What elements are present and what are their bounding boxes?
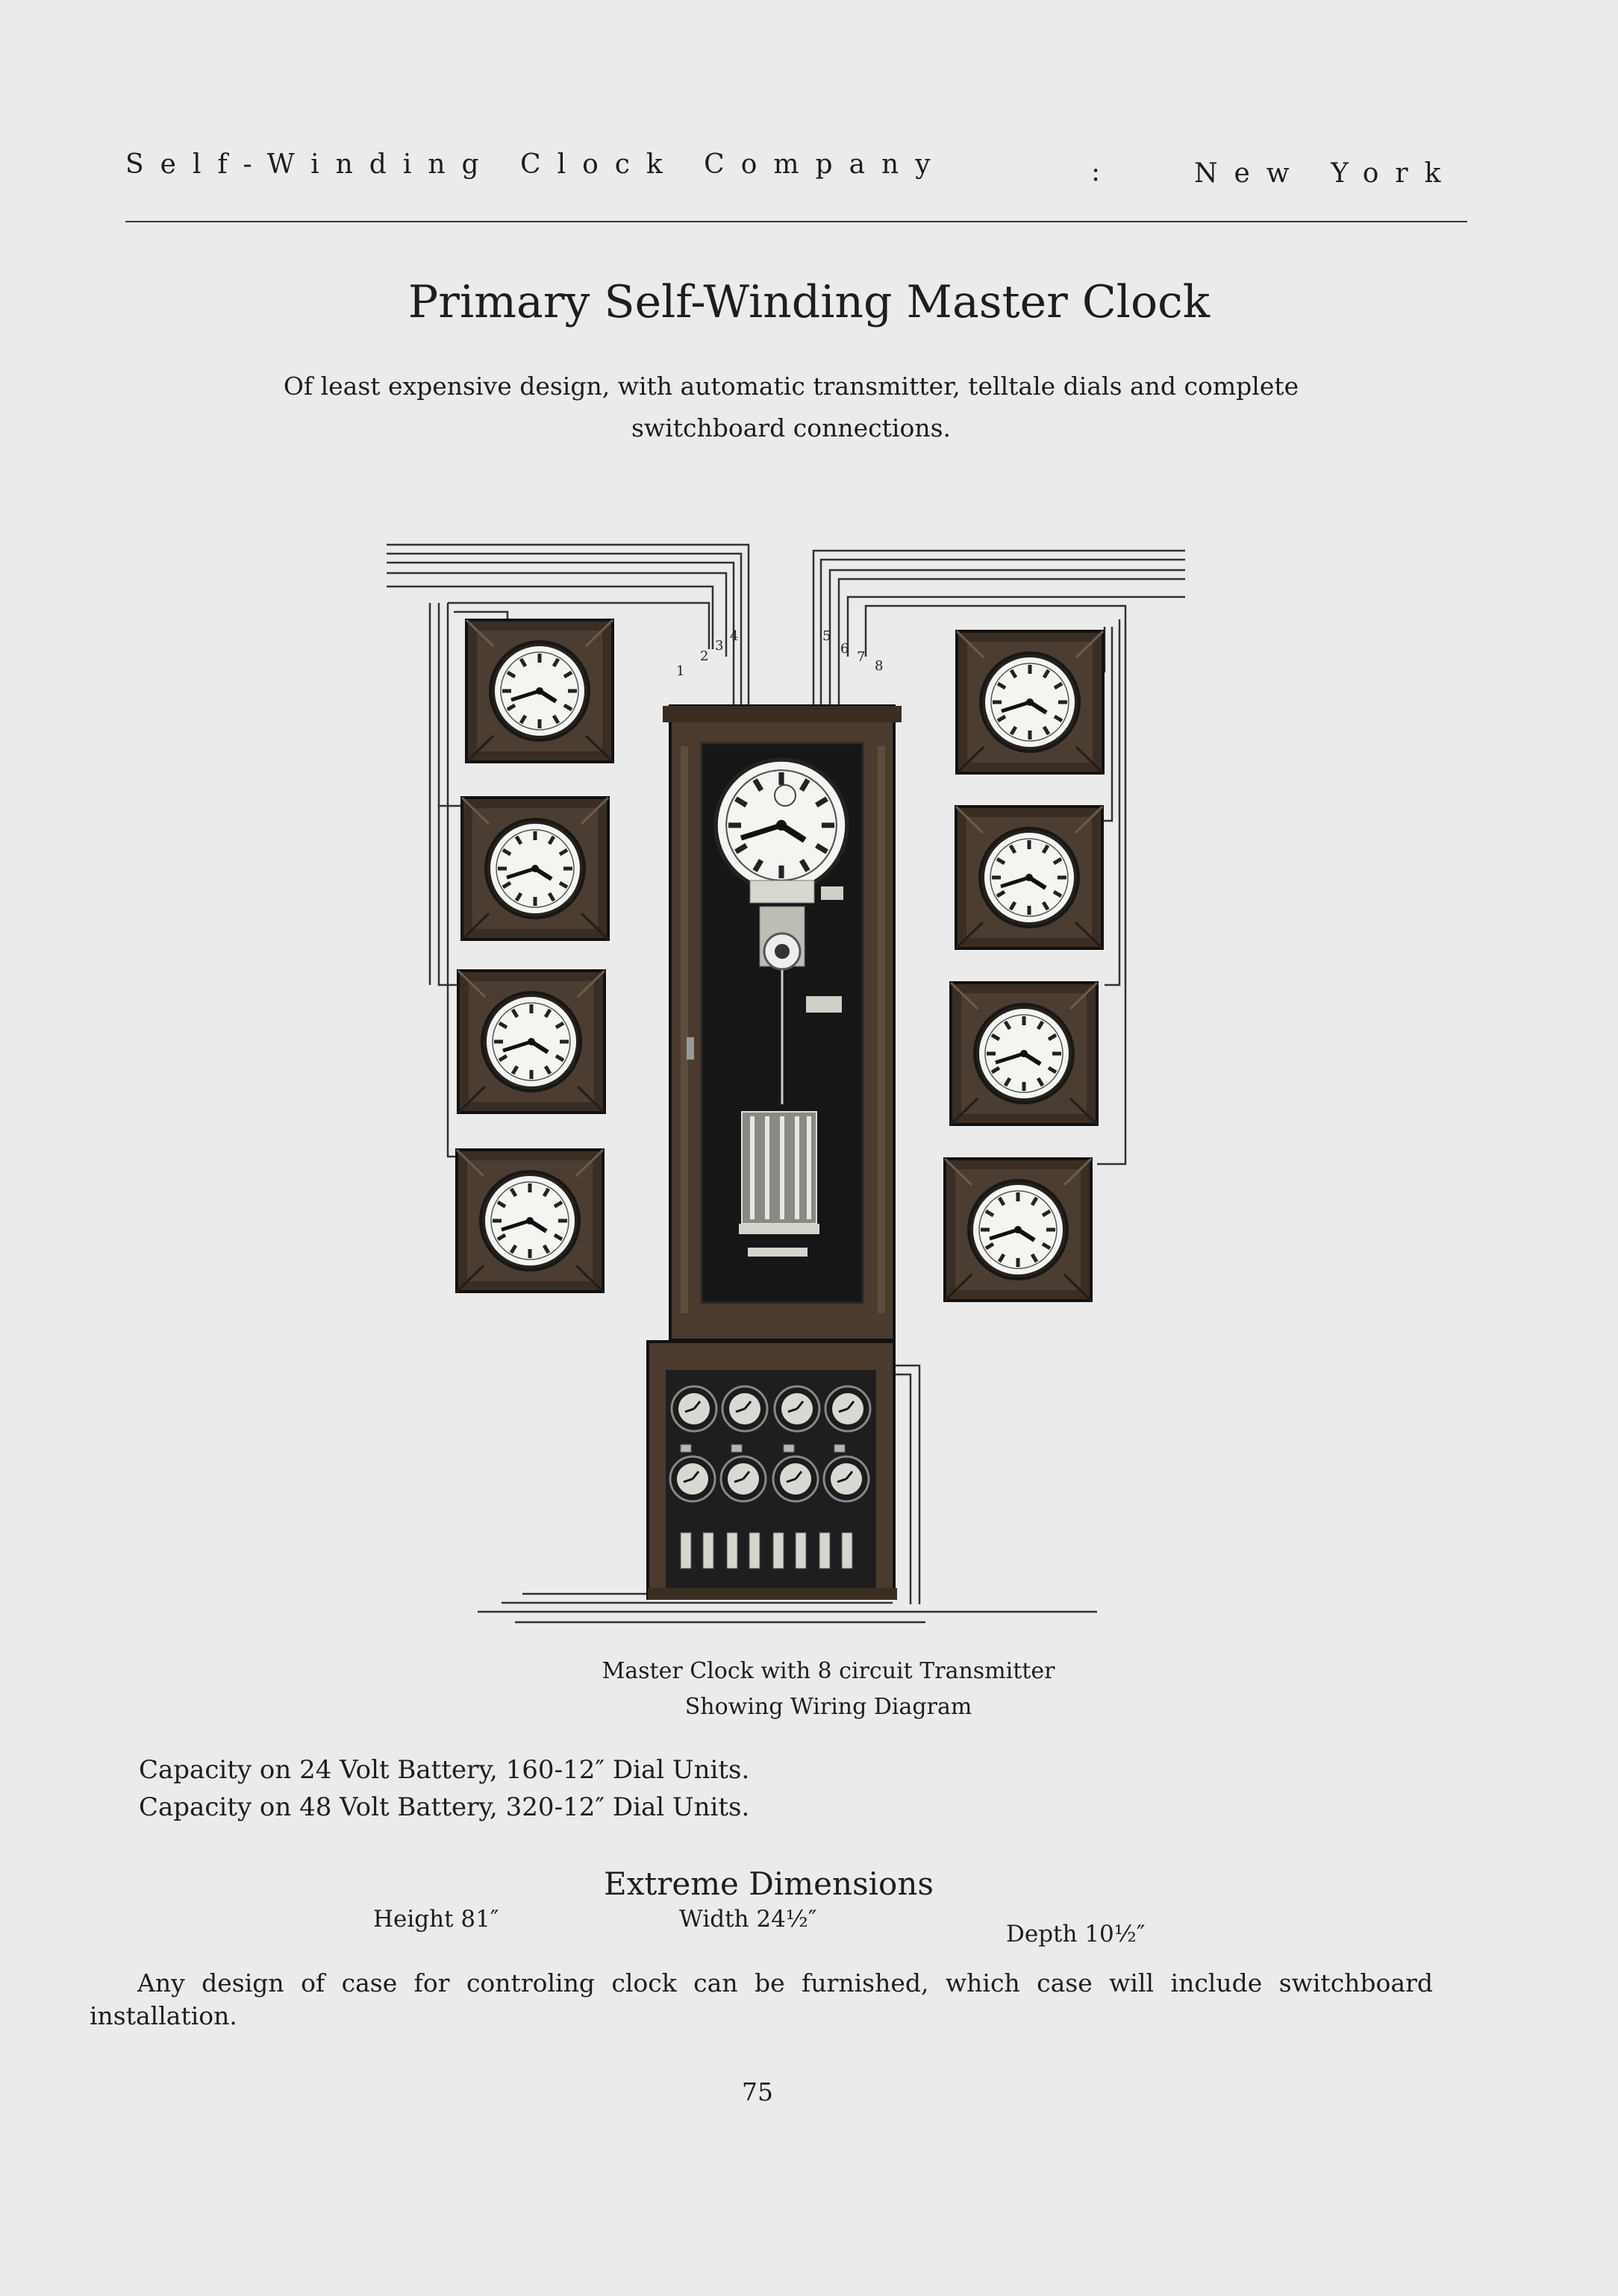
circuit-label: 3: [715, 638, 724, 654]
wall-clock: [957, 631, 1103, 773]
running-header-separator: :: [1091, 157, 1101, 187]
wall-clock: [945, 1159, 1091, 1301]
circuit-label: 2: [700, 648, 709, 664]
circuit-label: 4: [730, 628, 739, 644]
circuit-label: 5: [822, 628, 831, 644]
wall-clock: [951, 983, 1097, 1124]
telltale-dial: [773, 1457, 818, 1501]
dimension-height: Height 81″: [373, 1906, 499, 1933]
running-header-city: New York: [1194, 158, 1458, 189]
page-number: 75: [742, 2077, 773, 2106]
wall-clock: [462, 798, 608, 939]
running-header-company: Self-Winding Clock Company: [125, 149, 947, 180]
wall-clock: [457, 1150, 603, 1292]
wall-clock: [466, 620, 613, 762]
body-paragraph: Any design of case for controling clock can be furnished, which case will include switchboard installation.: [90, 1968, 1433, 2030]
capacity-line-48v: Capacity on 48 Volt Battery, 320-12″ Dial Units.: [139, 1792, 750, 1822]
telltale-dial: [672, 1386, 716, 1431]
circuit-label: 7: [857, 649, 866, 665]
page-title: Primary Self-Winding Master Clock: [407, 276, 1211, 328]
wall-clock: [458, 971, 605, 1113]
circuit-label: 1: [676, 663, 685, 679]
figure-caption-line2: Showing Wiring Diagram: [684, 1694, 972, 1720]
circuit-label: 8: [875, 658, 884, 674]
telltale-dial: [670, 1457, 715, 1501]
circuit-label: 6: [840, 641, 849, 657]
telltale-dial: [775, 1386, 819, 1431]
dimensions-heading: Extreme Dimensions: [604, 1865, 934, 1902]
telltale-dial: [825, 1386, 870, 1431]
wall-clock: [956, 807, 1102, 948]
dimension-width: Width 24½″: [679, 1906, 817, 1933]
dimension-depth: Depth 10½″: [1006, 1921, 1146, 1948]
figure-caption-line1: Master Clock with 8 circuit Transmitter: [602, 1658, 1055, 1684]
telltale-dial: [722, 1386, 767, 1431]
telltale-dial: [721, 1457, 766, 1501]
telltale-dial: [824, 1457, 869, 1501]
page-subtitle: Of least expensive design, with automatic transmitter, telltale dials and complete switchboard connections.: [283, 372, 1299, 442]
capacity-line-24v: Capacity on 24 Volt Battery, 160-12″ Dial Units.: [139, 1755, 750, 1785]
